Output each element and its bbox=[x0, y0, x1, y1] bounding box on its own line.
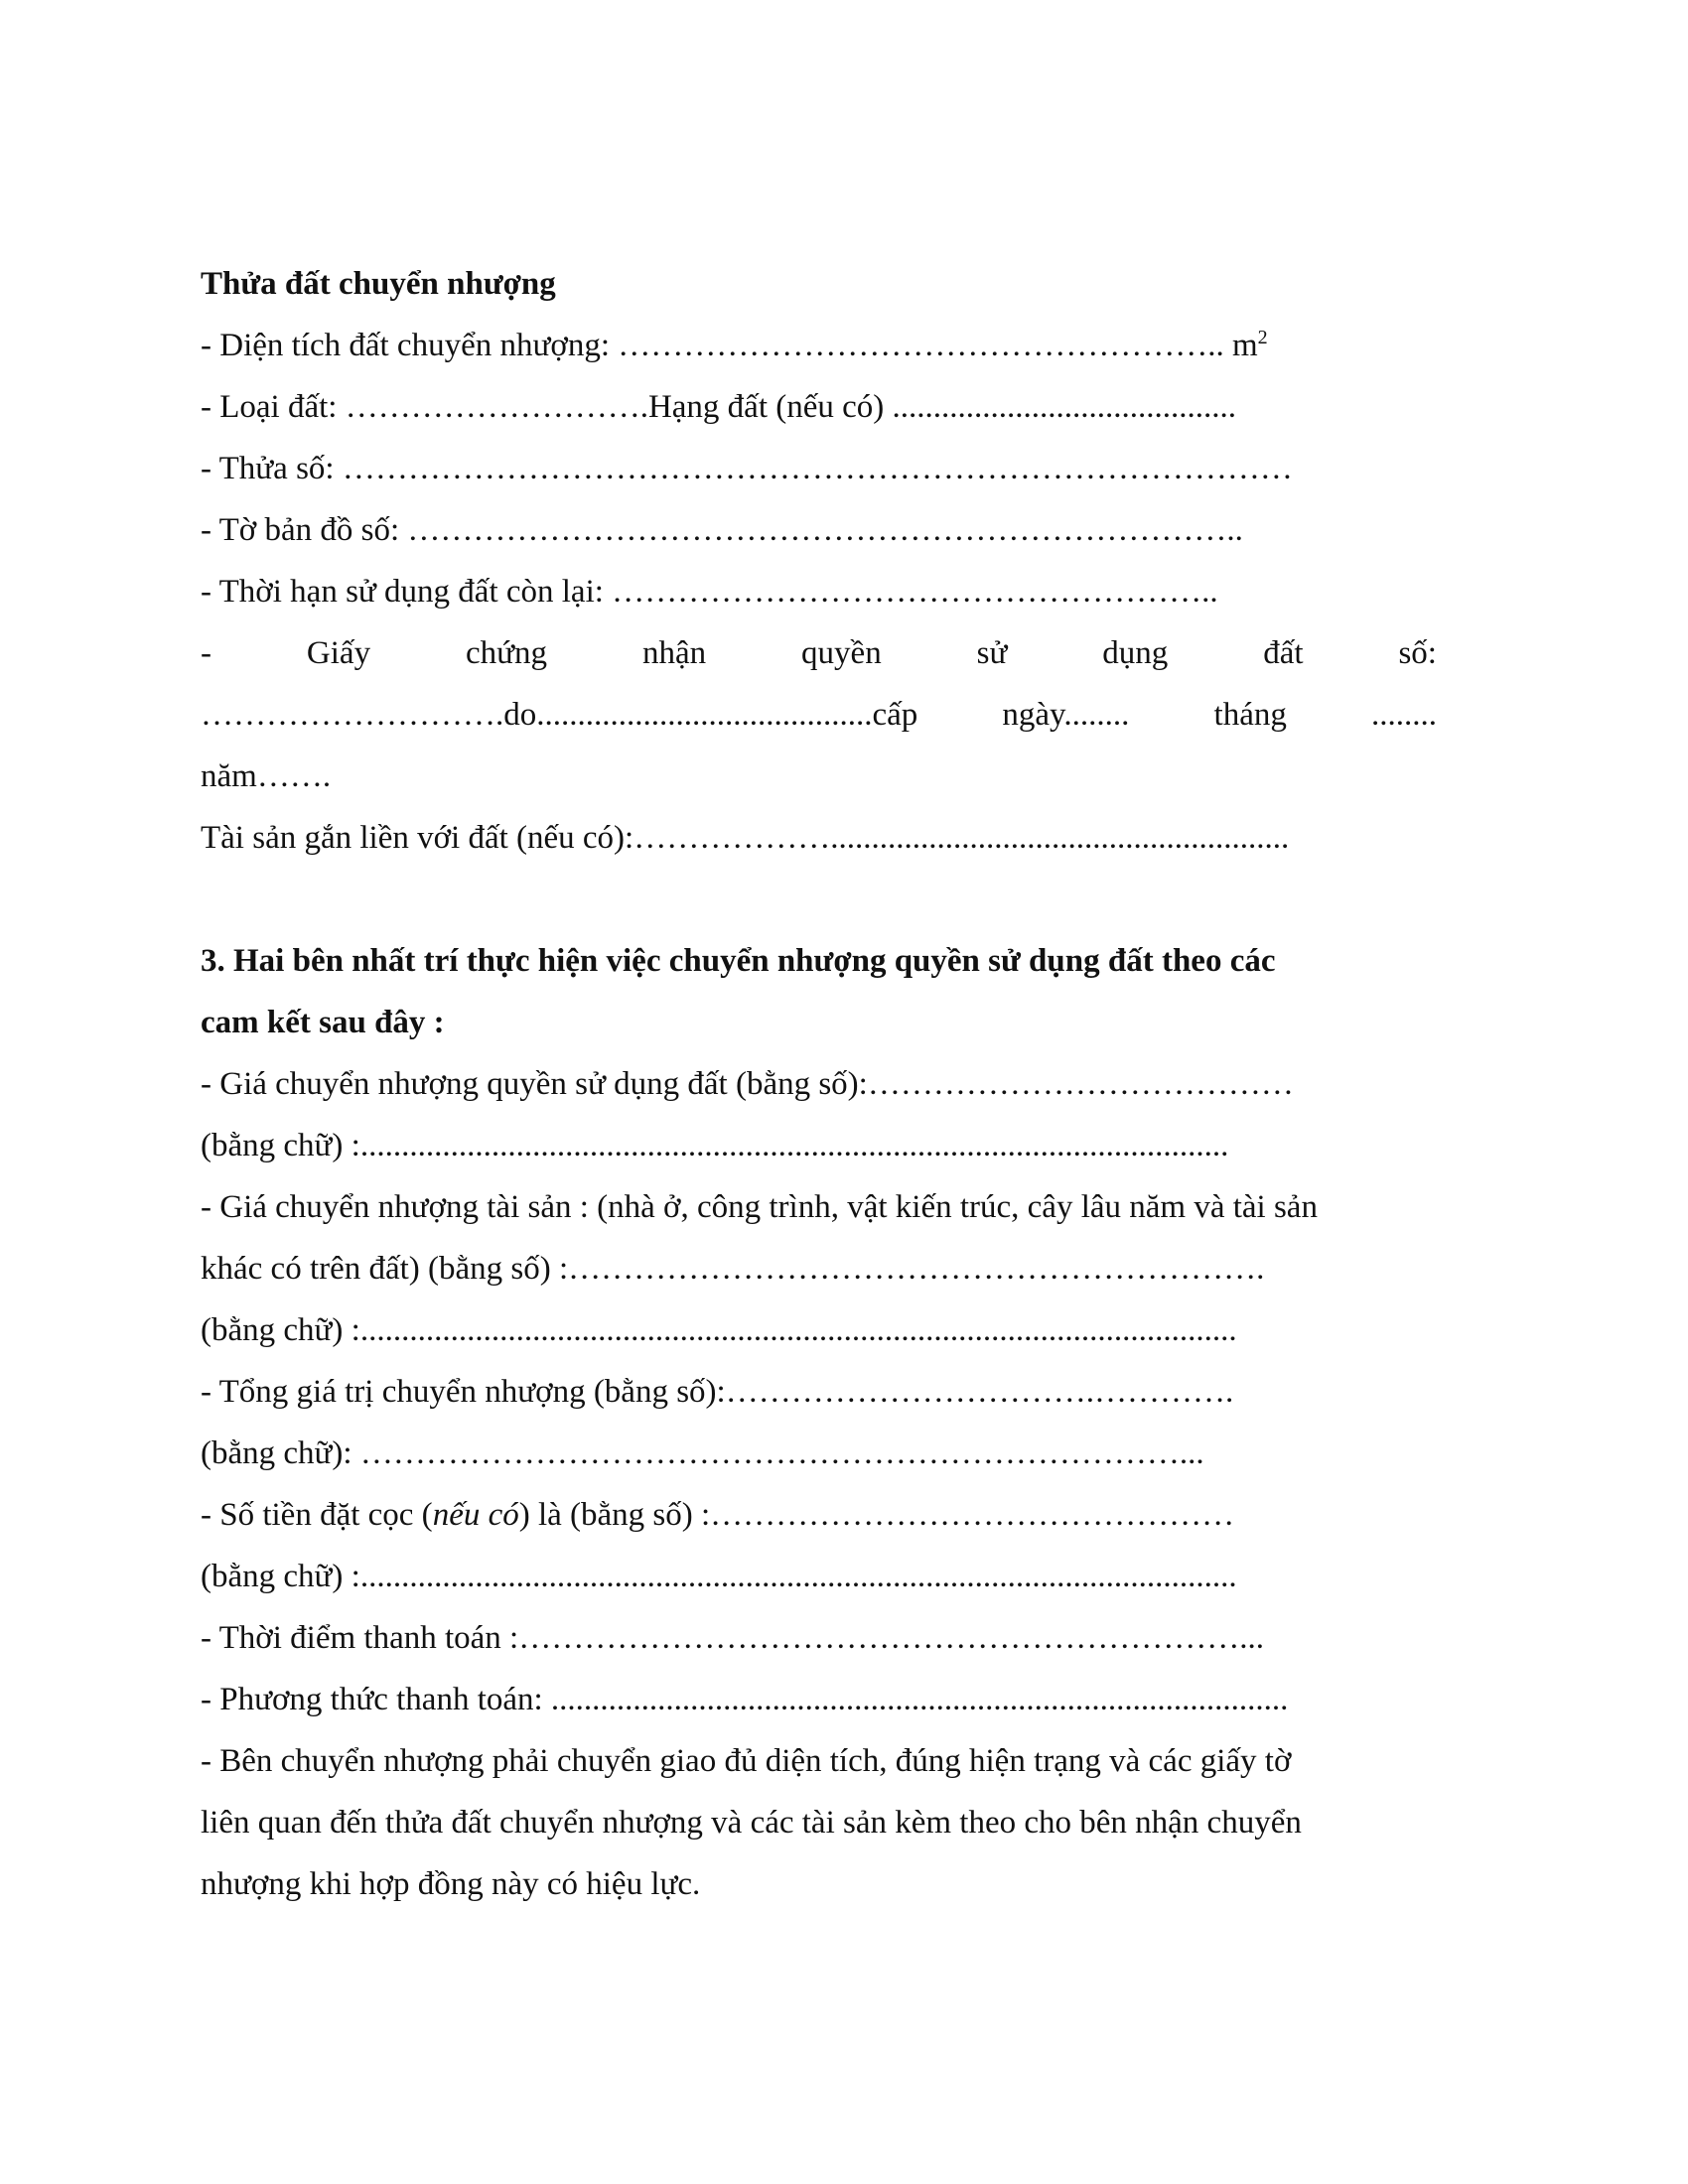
attached-assets-line: Tài sản gắn liền với đất (nếu có):………………........................................................ bbox=[201, 820, 1290, 856]
certificate-word: số: bbox=[1398, 635, 1437, 671]
deposit-number-line bbox=[201, 1484, 1437, 1546]
obligation-line-1: - Bên chuyển nhượng phải chuyển giao đủ diện tích, đúng hiện trạng và các giấy tờ bbox=[201, 1743, 1292, 1779]
certificate-word: nhận bbox=[641, 635, 707, 671]
land-parcel-heading: Thửa đất chuyển nhượng bbox=[201, 266, 556, 302]
certificate-fragment: ngày........ bbox=[1002, 697, 1130, 733]
land-type-line: - Loại đất: ……………………….Hạng đất (nếu có) .......................................... bbox=[201, 389, 1237, 425]
section-3-heading-line-2: cam kết sau đây : bbox=[201, 1005, 445, 1040]
certificate-line-2 bbox=[201, 684, 1437, 746]
obligation-line-3: nhượng khi hợp đồng này có hiệu lực. bbox=[201, 1866, 701, 1902]
deposit-prefix: - Số tiền đặt cọc ( bbox=[201, 1497, 433, 1533]
asset-price-line-2: khác có trên đất) (bằng số) :………………………………………………………. bbox=[201, 1251, 1265, 1287]
certificate-word: chứng bbox=[466, 635, 548, 671]
asset-price-line-1: - Giá chuyển nhượng tài sản : (nhà ở, công trình, vật kiến trúc, cây lâu năm và tài sản bbox=[201, 1189, 1318, 1225]
land-price-number-line: - Giá chuyển nhượng quyền sử dụng đất (bằng số):………………………………… bbox=[201, 1066, 1294, 1102]
certificate-line-1 bbox=[201, 622, 1437, 684]
deposit-italic: nếu có bbox=[432, 1497, 519, 1533]
deposit-suffix: ) là (bằng số) :………………………………………… bbox=[518, 1497, 1235, 1533]
certificate-word: dụng bbox=[1102, 635, 1169, 671]
certificate-word: - bbox=[201, 635, 211, 671]
payment-method-line: - Phương thức thanh toán: .......................................................................................... bbox=[201, 1682, 1289, 1717]
land-area-text: - Diện tích đất chuyển nhượng: ……………………………………………….. m bbox=[201, 328, 1258, 363]
certificate-fragment: tháng bbox=[1213, 697, 1287, 733]
section-spacer bbox=[201, 869, 1437, 930]
obligation-line-2: liên quan đến thửa đất chuyển nhượng và các tài sản kèm theo cho bên nhận chuyển bbox=[201, 1805, 1302, 1841]
land-area-line bbox=[201, 315, 1437, 376]
deposit-words-line: (bằng chữ) :........................................................................................................... bbox=[201, 1559, 1237, 1594]
map-sheet-line: - Tờ bản đồ số: ………………………………………………………………….. bbox=[201, 512, 1243, 548]
certificate-fragment: ........ bbox=[1370, 697, 1437, 733]
total-value-number-line: - Tổng giá trị chuyển nhượng (bằng số):…………………………….…………. bbox=[201, 1374, 1234, 1410]
section-3-heading-line-1: 3. Hai bên nhất trí thực hiện việc chuyển nhượng quyền sử dụng đất theo các bbox=[201, 943, 1276, 979]
certificate-word: Giấy bbox=[306, 635, 371, 671]
asset-price-words-line: (bằng chữ) :........................................................................................................... bbox=[201, 1312, 1237, 1348]
certificate-fragment: ……………………….do.........................................cấp bbox=[201, 697, 918, 733]
certificate-line-3: năm……. bbox=[201, 758, 332, 794]
parcel-number-line: - Thửa số: …………………………………………………………………………… bbox=[201, 451, 1293, 486]
document-body bbox=[201, 253, 1437, 1915]
certificate-word: sử bbox=[976, 635, 1008, 671]
land-price-words-line: (bằng chữ) :.......................................................................................................... bbox=[201, 1128, 1229, 1163]
remaining-term-line: - Thời hạn sử dụng đất còn lại: ……………………………………………….. bbox=[201, 574, 1218, 610]
square-unit-superscript: 2 bbox=[1257, 327, 1268, 348]
total-value-words-line: (bằng chữ): …………………………………………………………………... bbox=[201, 1435, 1204, 1471]
certificate-word: đất bbox=[1263, 635, 1304, 671]
payment-time-line: - Thời điểm thanh toán :…………………………………………………………... bbox=[201, 1620, 1264, 1656]
certificate-word: quyền bbox=[801, 635, 882, 671]
